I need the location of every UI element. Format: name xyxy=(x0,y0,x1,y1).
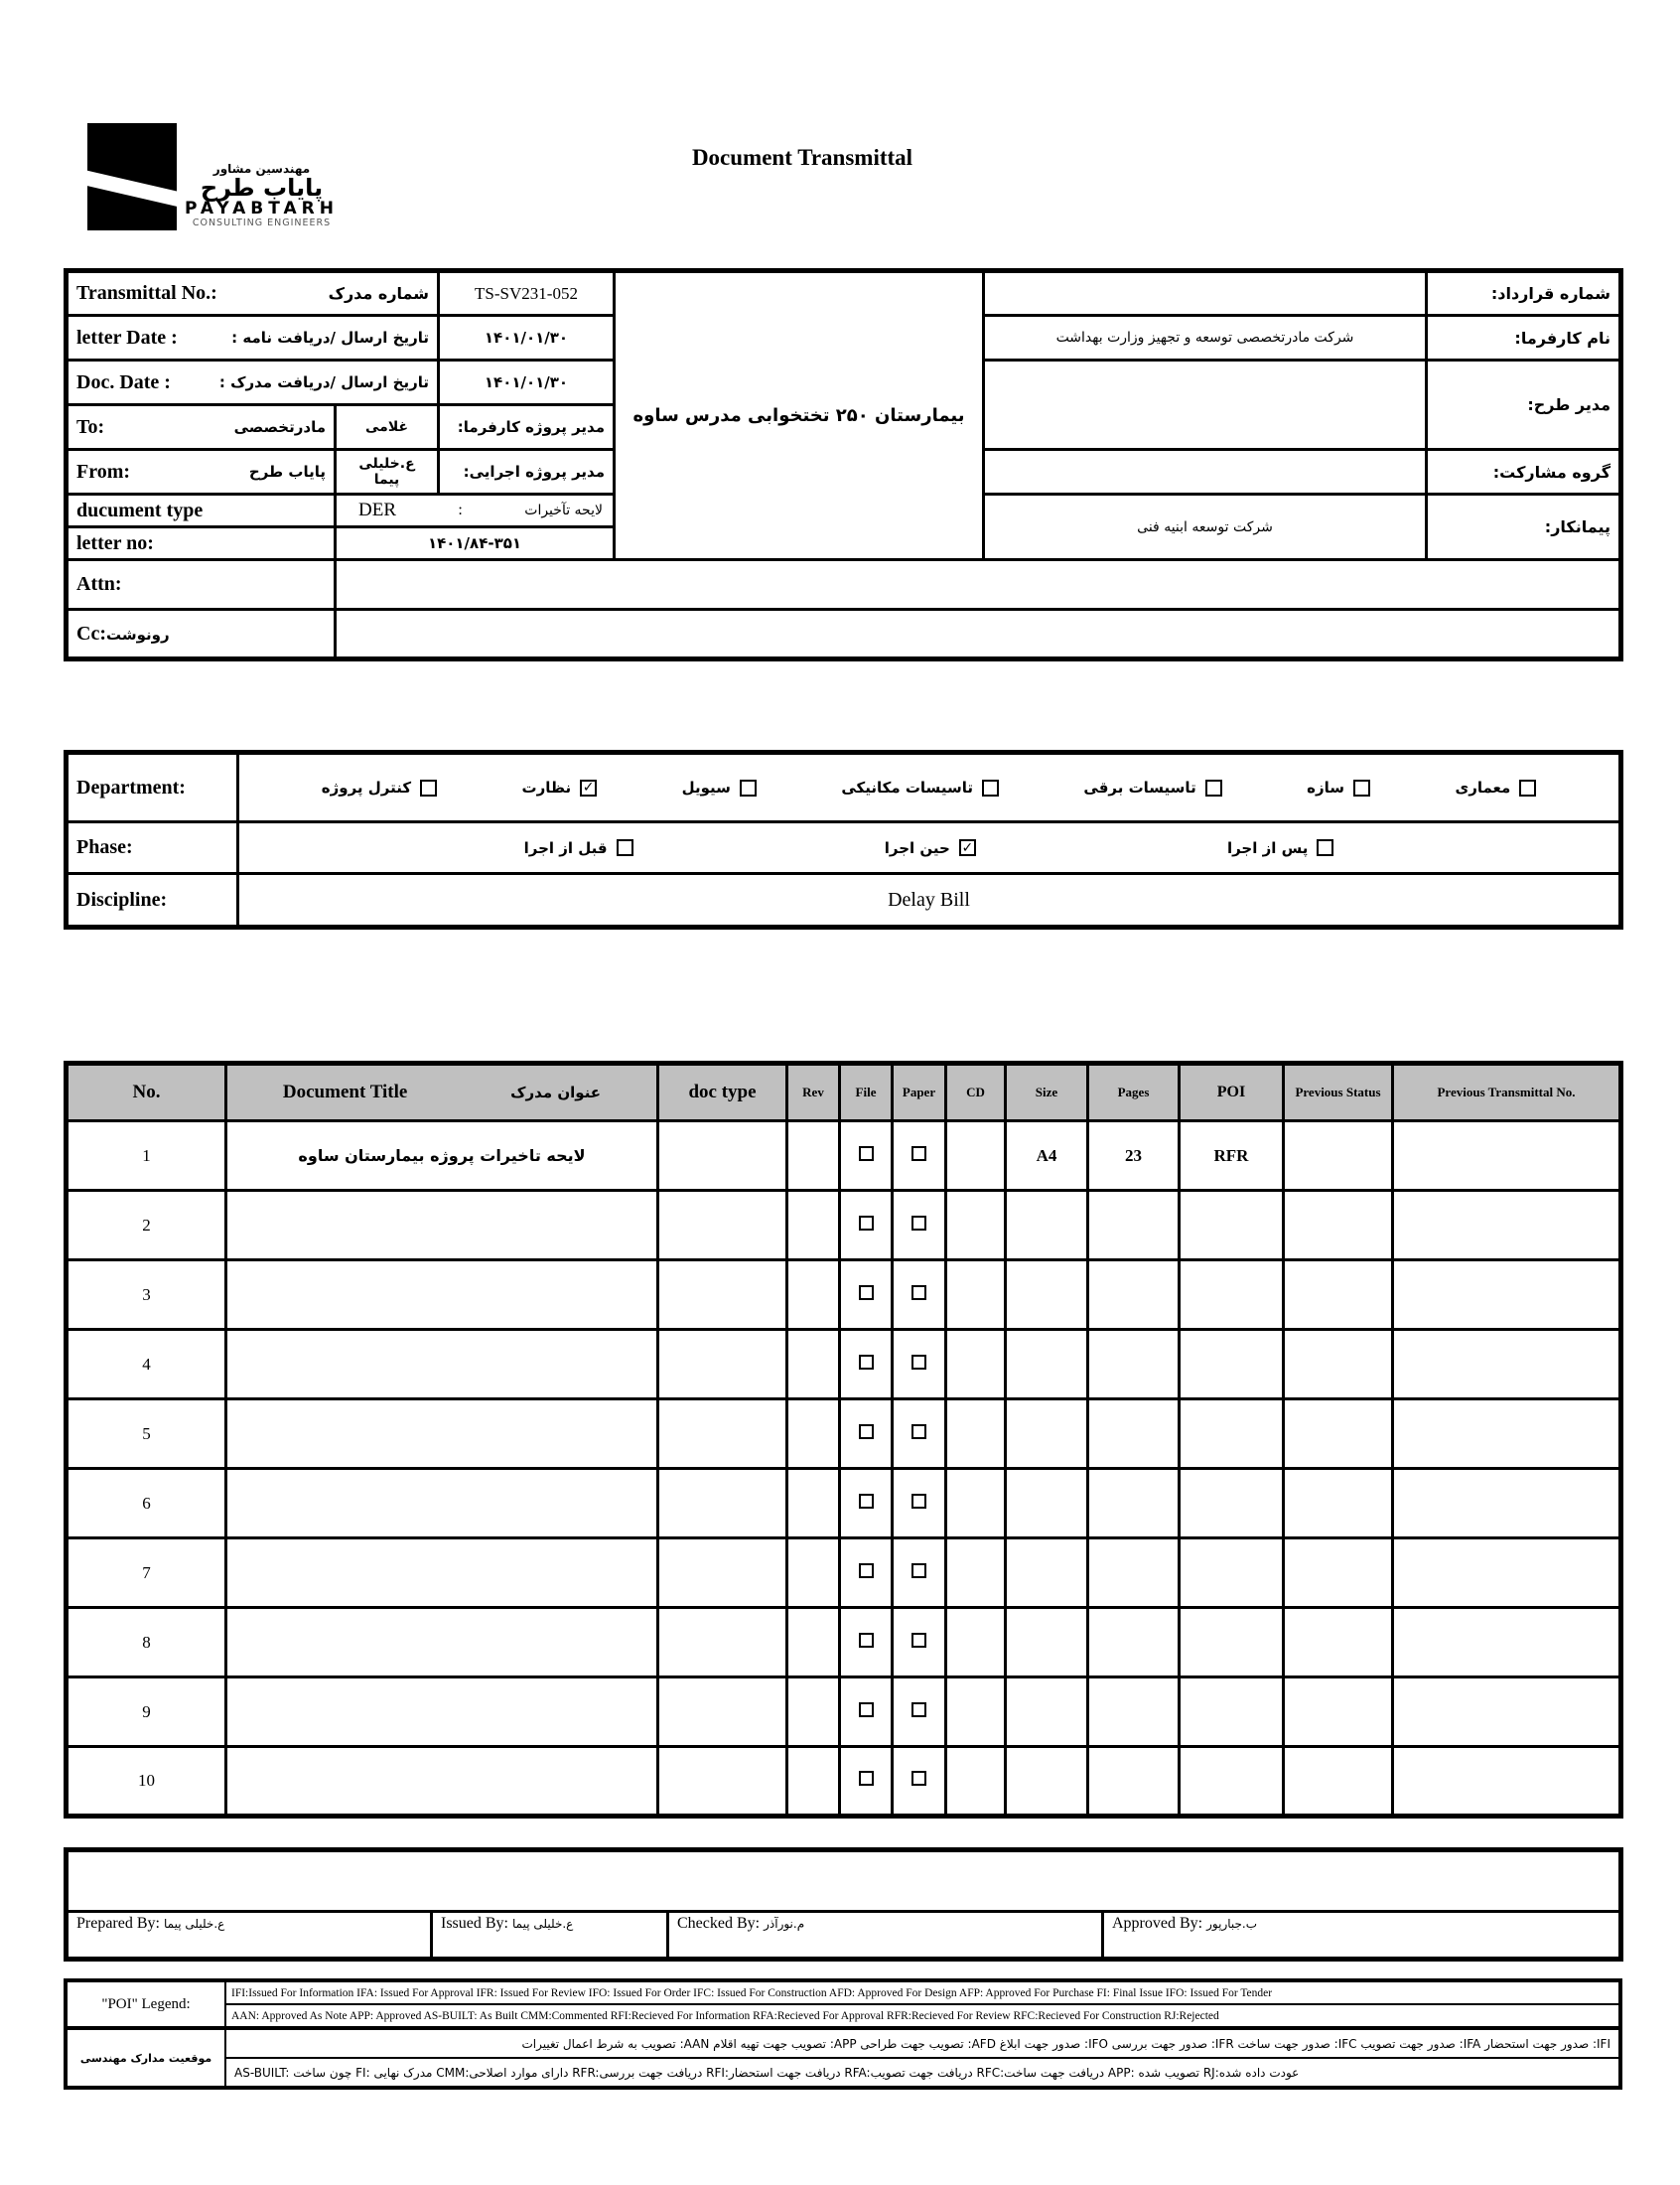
doc-cell-poi xyxy=(1180,1399,1284,1469)
doc-cell-paper xyxy=(893,1747,946,1817)
doc-cell-pages xyxy=(1088,1538,1180,1608)
doc-cell-prev-transmittal xyxy=(1393,1747,1621,1817)
col-header-prev-status: Previous Status xyxy=(1284,1064,1393,1121)
doc-cell-cd xyxy=(946,1747,1006,1817)
doc-cell-doc-type xyxy=(658,1469,787,1538)
checkbox-option xyxy=(322,779,437,797)
doc-cell-poi: RFR xyxy=(1180,1121,1284,1191)
to-cell xyxy=(67,405,336,450)
doc-cell-pages xyxy=(1088,1260,1180,1330)
col-header-prev-transmittal: Previous Transmittal No. xyxy=(1393,1064,1621,1121)
cc-label-en: Cc: xyxy=(76,622,106,645)
logo-fa-tagline: مهندسین مشاور xyxy=(212,162,311,177)
poi-legend-fa-line2: AS-BUILT: چون ساخت FI: مدرک نهایی CMM:دارای موارد اصلاحی RFR:دریافت جهت بررسی RFI:دریافت جهت استحضار RFA:دریافت جهت تصویب RFC:دریافت جهت ساخت APP: تصویب شده RJ:عودت داده شده xyxy=(225,2058,1620,2088)
doc-cell-file xyxy=(840,1747,893,1817)
checkbox-unchecked-icon[interactable] xyxy=(1205,780,1222,797)
logo-en-tagline: CONSULTING ENGINEERS xyxy=(192,218,332,229)
doc-cell-prev-status xyxy=(1284,1608,1393,1677)
doc-cell-paper xyxy=(893,1538,946,1608)
checkbox-unchecked-icon[interactable] xyxy=(420,780,437,797)
doc-cell-title xyxy=(226,1608,658,1677)
doc-cell-poi xyxy=(1180,1469,1284,1538)
doc-cell-file xyxy=(840,1191,893,1260)
checkbox-option-label: کنترل پروژه xyxy=(321,779,412,797)
doc-date-label-cell xyxy=(67,361,439,405)
doc-cell-file xyxy=(840,1399,893,1469)
contractor-label: پیمانکار: xyxy=(1427,495,1621,560)
checkbox-option xyxy=(1455,779,1536,797)
doc-cell-poi xyxy=(1180,1608,1284,1677)
checkbox-option xyxy=(524,839,633,857)
doc-date-label-fa: تاریخ ارسال /دریافت مدرک : xyxy=(218,373,429,391)
approved-by-cell xyxy=(1103,1912,1621,1960)
doc-cell-prev-transmittal xyxy=(1393,1538,1621,1608)
doc-cell-size xyxy=(1006,1747,1088,1817)
doc-cell-prev-transmittal xyxy=(1393,1330,1621,1399)
checkbox-unchecked-icon[interactable] xyxy=(911,1355,926,1370)
col-header-title-fa: عنوان مدرک xyxy=(510,1084,602,1101)
doc-cell-doc-type xyxy=(658,1747,787,1817)
doc-cell-pages: 23 xyxy=(1088,1121,1180,1191)
checkbox-option-label: قبل از اجرا xyxy=(523,838,608,857)
doc-cell-file xyxy=(840,1330,893,1399)
table-row xyxy=(67,1121,1621,1191)
checkbox-unchecked-icon[interactable] xyxy=(1353,780,1370,797)
issued-by-value: ع.خلیلی پیما xyxy=(512,1917,574,1931)
checkbox-option-label: پس از اجرا xyxy=(1226,838,1309,857)
doc-cell-doc-type xyxy=(658,1608,787,1677)
transmittal-no-label-en: Transmittal No.: xyxy=(76,282,217,304)
checkbox-unchecked-icon[interactable] xyxy=(911,1216,926,1231)
checkbox-unchecked-icon[interactable] xyxy=(617,839,633,856)
table-row xyxy=(67,1677,1621,1747)
table-row xyxy=(67,1747,1621,1817)
doc-cell-title xyxy=(226,1677,658,1747)
prepared-by-label: Prepared By: xyxy=(76,1915,160,1932)
doc-cell-pages xyxy=(1088,1191,1180,1260)
checkbox-unchecked-icon[interactable] xyxy=(911,1146,926,1161)
cc-label-fa: رونوشت xyxy=(105,625,170,644)
logo-en-name: PAYABTARH xyxy=(185,199,339,219)
prepared-by-cell xyxy=(67,1912,432,1960)
doc-cell-cd xyxy=(946,1191,1006,1260)
doc-cell-poi xyxy=(1180,1538,1284,1608)
logo-text xyxy=(185,163,339,230)
doc-cell-doc-type xyxy=(658,1330,787,1399)
from-label: From: xyxy=(76,460,131,483)
col-header-cd: CD xyxy=(946,1064,1006,1121)
partnership-label: گروه مشارکت: xyxy=(1427,450,1621,495)
doc-cell-size xyxy=(1006,1399,1088,1469)
doc-cell-prev-transmittal xyxy=(1393,1260,1621,1330)
doc-type-colon: : xyxy=(458,502,463,518)
discipline-label: Discipline: xyxy=(67,874,238,928)
doc-cell-doc-type xyxy=(658,1677,787,1747)
checked-by-label: Checked By: xyxy=(677,1915,761,1932)
checkbox-checked-icon[interactable]: ✓ xyxy=(580,780,597,797)
doc-cell-prev-transmittal xyxy=(1393,1677,1621,1747)
doc-cell-no: 3 xyxy=(67,1260,226,1330)
table-row xyxy=(67,1608,1621,1677)
checkbox-option-label: سازه xyxy=(1307,779,1345,797)
department-options xyxy=(239,779,1618,797)
doc-cell-poi xyxy=(1180,1260,1284,1330)
checkbox-unchecked-icon[interactable] xyxy=(859,1285,874,1300)
doc-cell-prev-status xyxy=(1284,1747,1393,1817)
col-header-title xyxy=(226,1064,658,1121)
table-row xyxy=(67,1260,1621,1330)
checkbox-option xyxy=(885,839,976,857)
col-header-rev: Rev xyxy=(787,1064,840,1121)
doc-cell-file xyxy=(840,1469,893,1538)
doc-cell-rev xyxy=(787,1538,840,1608)
checkbox-unchecked-icon[interactable] xyxy=(911,1633,926,1648)
letter-date-label-fa: تاریخ ارسال /دریافت نامه : xyxy=(231,329,429,347)
doc-cell-pages xyxy=(1088,1747,1180,1817)
doc-cell-title xyxy=(226,1747,658,1817)
doc-cell-doc-type xyxy=(658,1538,787,1608)
doc-cell-paper xyxy=(893,1608,946,1677)
doc-cell-doc-type xyxy=(658,1191,787,1260)
checkbox-unchecked-icon[interactable] xyxy=(911,1424,926,1439)
contractor-value: شرکت توسعه ابنیه فنی xyxy=(984,495,1427,560)
doc-cell-poi xyxy=(1180,1330,1284,1399)
partnership-value xyxy=(984,450,1427,495)
doc-cell-size xyxy=(1006,1330,1088,1399)
doc-cell-title xyxy=(226,1469,658,1538)
doc-cell-paper xyxy=(893,1330,946,1399)
doc-cell-pages xyxy=(1088,1469,1180,1538)
checkbox-unchecked-icon[interactable] xyxy=(859,1216,874,1231)
col-header-title-en: Document Title xyxy=(282,1082,408,1102)
checkbox-unchecked-icon[interactable] xyxy=(1519,780,1536,797)
doc-cell-prev-status xyxy=(1284,1260,1393,1330)
logo-fa-name: پایاب طرح xyxy=(200,174,324,202)
checked-by-cell xyxy=(668,1912,1103,1960)
department-cell xyxy=(238,753,1621,822)
from-cell xyxy=(67,450,336,495)
checkbox-option-label: معماری xyxy=(1455,779,1511,797)
checkbox-unchecked-icon[interactable] xyxy=(982,780,999,797)
checkbox-option xyxy=(1227,839,1333,857)
checkbox-option xyxy=(682,779,757,797)
logo-mark-icon xyxy=(87,123,177,230)
blank-strip xyxy=(67,1850,1621,1912)
checkbox-unchecked-icon[interactable] xyxy=(911,1494,926,1509)
table-row xyxy=(67,1469,1621,1538)
doc-cell-prev-status xyxy=(1284,1469,1393,1538)
doc-cell-prev-transmittal xyxy=(1393,1399,1621,1469)
contract-no-label: شماره قرارداد: xyxy=(1427,271,1621,316)
from-org: پایاب طرح xyxy=(248,463,326,481)
doc-cell-file xyxy=(840,1538,893,1608)
from-person: ع.خلیلی پیما xyxy=(336,450,439,495)
to-role: مدیر پروژه کارفرما: xyxy=(439,405,615,450)
checkbox-unchecked-icon[interactable] xyxy=(859,1146,874,1161)
doc-cell-no: 10 xyxy=(67,1747,226,1817)
checkbox-option xyxy=(1307,779,1370,797)
checkbox-unchecked-icon[interactable] xyxy=(859,1563,874,1578)
checkbox-unchecked-icon[interactable] xyxy=(859,1771,874,1786)
doc-cell-title xyxy=(226,1399,658,1469)
to-org: مادرتخصصی xyxy=(233,418,326,436)
letter-no-label: letter no: xyxy=(67,527,336,560)
poi-legend-label: "POI" Legend: xyxy=(66,1980,225,2028)
doc-cell-paper xyxy=(893,1677,946,1747)
doc-cell-prev-status xyxy=(1284,1191,1393,1260)
doc-cell-pages xyxy=(1088,1330,1180,1399)
approved-by-label: Approved By: xyxy=(1112,1915,1203,1932)
doc-table-body xyxy=(67,1121,1621,1817)
doc-cell-paper xyxy=(893,1399,946,1469)
doc-cell-pages xyxy=(1088,1399,1180,1469)
transmittal-no-label-fa: شماره مدرک xyxy=(328,284,429,303)
phase-cell xyxy=(238,822,1621,874)
checkbox-option xyxy=(841,779,999,797)
col-header-paper: Paper xyxy=(893,1064,946,1121)
doc-cell-no: 9 xyxy=(67,1677,226,1747)
checkbox-unchecked-icon[interactable] xyxy=(911,1771,926,1786)
doc-type-label: ducument type xyxy=(67,495,336,527)
cc-label-cell xyxy=(67,610,336,659)
doc-date-label-en: Doc. Date : xyxy=(76,370,171,393)
doc-cell-file xyxy=(840,1121,893,1191)
logo-stripe xyxy=(87,168,177,216)
checkbox-option-label: نظارت xyxy=(521,779,572,797)
doc-cell-rev xyxy=(787,1608,840,1677)
issued-by-cell xyxy=(432,1912,668,1960)
doc-type-code: DER xyxy=(358,500,396,520)
col-header-doc-type: doc type xyxy=(658,1064,787,1121)
col-header-poi: POI xyxy=(1180,1064,1284,1121)
classification-table xyxy=(64,750,1623,930)
checked-by-value: م.نورآذر xyxy=(764,1917,805,1931)
doc-cell-size: A4 xyxy=(1006,1121,1088,1191)
letter-date-label-cell xyxy=(67,316,439,361)
doc-cell-doc-type xyxy=(658,1121,787,1191)
col-header-file: File xyxy=(840,1064,893,1121)
doc-status-side-label: موقعیت مدارک مهندسی xyxy=(66,2028,225,2088)
doc-cell-size xyxy=(1006,1469,1088,1538)
poi-legend-en-line1: IFI:Issued For Information IFA: Issued For Approval IFR: Issued For Review IFO: Issued For Order IFC: Issued For Construction AFD: Approved For Design AFP: Approved For Purchase FI: Final Issue IFO: Issued For Tender xyxy=(225,1980,1620,2004)
doc-cell-paper xyxy=(893,1469,946,1538)
checkbox-unchecked-icon[interactable] xyxy=(911,1702,926,1717)
col-header-size: Size xyxy=(1006,1064,1088,1121)
transmittal-no-value: TS-SV231-052 xyxy=(439,271,615,316)
checkbox-unchecked-icon[interactable] xyxy=(859,1702,874,1717)
letter-date-value: ۱۴۰۱/۰۱/۳۰ xyxy=(439,316,615,361)
to-person: غلامی xyxy=(336,405,439,450)
doc-cell-rev xyxy=(787,1260,840,1330)
doc-cell-file xyxy=(840,1608,893,1677)
col-header-pages: Pages xyxy=(1088,1064,1180,1121)
checkbox-option-label: تاسیسات مکانیکی xyxy=(841,779,973,797)
doc-cell-paper xyxy=(893,1260,946,1330)
doc-cell-title: لایحه تاخیرات پروژه بیمارستان ساوه xyxy=(226,1121,658,1191)
plan-manager-value xyxy=(984,361,1427,450)
approved-by-value: ب.جبارپور xyxy=(1206,1917,1258,1931)
checkbox-unchecked-icon[interactable] xyxy=(911,1563,926,1578)
checkbox-checked-icon[interactable]: ✓ xyxy=(959,839,976,856)
doc-cell-prev-status xyxy=(1284,1399,1393,1469)
client-name-value: شرکت مادرتخصصی توسعه و تجهیز وزارت بهداشت xyxy=(984,316,1427,361)
department-label: Department: xyxy=(67,753,238,822)
from-role: مدیر پروژه اجرایی: xyxy=(439,450,615,495)
doc-cell-rev xyxy=(787,1399,840,1469)
company-logo xyxy=(87,123,339,230)
table-row xyxy=(67,1330,1621,1399)
col-header-no: No. xyxy=(67,1064,226,1121)
doc-cell-no: 8 xyxy=(67,1608,226,1677)
doc-cell-no: 2 xyxy=(67,1191,226,1260)
doc-cell-title xyxy=(226,1330,658,1399)
doc-cell-doc-type xyxy=(658,1399,787,1469)
contract-no-value xyxy=(984,271,1427,316)
attn-value xyxy=(336,560,1621,610)
doc-cell-cd xyxy=(946,1677,1006,1747)
checkbox-unchecked-icon[interactable] xyxy=(859,1355,874,1370)
phase-label: Phase: xyxy=(67,822,238,874)
plan-manager-label: مدیر طرح: xyxy=(1427,361,1621,450)
checkbox-option-label: سیویل xyxy=(681,779,731,797)
prepared-by-value: ع.خلیلی پیما xyxy=(163,1917,225,1931)
checkbox-unchecked-icon[interactable] xyxy=(859,1424,874,1439)
doc-cell-cd xyxy=(946,1608,1006,1677)
doc-cell-no: 7 xyxy=(67,1538,226,1608)
doc-type-value-cell xyxy=(336,495,615,527)
doc-cell-prev-status xyxy=(1284,1330,1393,1399)
doc-date-value: ۱۴۰۱/۰۱/۳۰ xyxy=(439,361,615,405)
doc-cell-size xyxy=(1006,1538,1088,1608)
checkbox-option-label: حین اجرا xyxy=(884,838,950,857)
doc-cell-paper xyxy=(893,1121,946,1191)
doc-cell-poi xyxy=(1180,1677,1284,1747)
poi-legend-en-line2: AAN: Approved As Note APP: Approved AS-BUILT: As Built CMM:Commented RFI:Recieved For Information RFA:Recieved For Approval RFR:Recieved For Review RFC:Recieved For Construction RJ:Rejected xyxy=(225,2004,1620,2028)
cc-value xyxy=(336,610,1621,659)
checkbox-unchecked-icon[interactable] xyxy=(859,1494,874,1509)
doc-cell-cd xyxy=(946,1399,1006,1469)
doc-cell-title xyxy=(226,1191,658,1260)
checkbox-option-label: تاسیسات برقی xyxy=(1083,779,1196,797)
transmittal-no-label-cell xyxy=(67,271,439,316)
page-title: Document Transmittal xyxy=(691,145,913,170)
doc-cell-prev-status xyxy=(1284,1121,1393,1191)
checkbox-unchecked-icon[interactable] xyxy=(740,780,757,797)
checkbox-unchecked-icon[interactable] xyxy=(911,1285,926,1300)
doc-cell-rev xyxy=(787,1121,840,1191)
checkbox-option xyxy=(1083,779,1221,797)
doc-cell-rev xyxy=(787,1747,840,1817)
attn-label: Attn: xyxy=(67,560,336,610)
issued-by-label: Issued By: xyxy=(441,1915,508,1932)
checkbox-unchecked-icon[interactable] xyxy=(1317,839,1333,856)
phase-options xyxy=(239,839,1618,857)
client-name-label: نام کارفرما: xyxy=(1427,316,1621,361)
doc-cell-size xyxy=(1006,1677,1088,1747)
doc-cell-no: 6 xyxy=(67,1469,226,1538)
doc-cell-poi xyxy=(1180,1191,1284,1260)
doc-cell-paper xyxy=(893,1191,946,1260)
doc-cell-prev-status xyxy=(1284,1538,1393,1608)
checkbox-unchecked-icon[interactable] xyxy=(859,1633,874,1648)
doc-cell-rev xyxy=(787,1330,840,1399)
table-row xyxy=(67,1191,1621,1260)
doc-cell-size xyxy=(1006,1191,1088,1260)
doc-cell-rev xyxy=(787,1677,840,1747)
doc-cell-doc-type xyxy=(658,1260,787,1330)
project-name-cell: بیمارستان ۲۵۰ تختخوابی مدرس ساوه xyxy=(615,271,984,560)
to-label: To: xyxy=(76,415,105,438)
doc-cell-no: 1 xyxy=(67,1121,226,1191)
doc-cell-title xyxy=(226,1538,658,1608)
poi-legend-fa-line1: IFI: صدور جهت استحضار IFA: صدور جهت تصویب IFC: صدور جهت ساخت IFR: صدور جهت بررسی IFO: صدور جهت ابلاغ AFD: تصویب جهت طراحی APP: تصویب جهت تهیه اقلام AAN: تصویب به شرط اعمال تغییرات xyxy=(225,2028,1620,2058)
doc-cell-cd xyxy=(946,1121,1006,1191)
doc-cell-poi xyxy=(1180,1747,1284,1817)
doc-cell-no: 5 xyxy=(67,1399,226,1469)
signature-table xyxy=(64,1847,1623,1962)
table-row xyxy=(67,1538,1621,1608)
doc-cell-no: 4 xyxy=(67,1330,226,1399)
discipline-value: Delay Bill xyxy=(238,874,1621,928)
doc-type-fa: لایحه تآخیرات xyxy=(524,503,603,518)
doc-cell-cd xyxy=(946,1469,1006,1538)
doc-cell-file xyxy=(840,1260,893,1330)
doc-cell-cd xyxy=(946,1330,1006,1399)
document-list-table xyxy=(64,1061,1623,1819)
letter-date-label-en: letter Date : xyxy=(76,326,178,349)
doc-cell-prev-transmittal xyxy=(1393,1191,1621,1260)
doc-cell-prev-transmittal xyxy=(1393,1121,1621,1191)
transmittal-info-table xyxy=(64,268,1623,661)
doc-cell-cd xyxy=(946,1260,1006,1330)
doc-cell-rev xyxy=(787,1191,840,1260)
doc-cell-size xyxy=(1006,1260,1088,1330)
doc-cell-cd xyxy=(946,1538,1006,1608)
doc-cell-rev xyxy=(787,1469,840,1538)
doc-cell-file xyxy=(840,1677,893,1747)
letter-no-value: ۱۴۰۱/۸۴-۳۵۱ xyxy=(336,527,615,560)
doc-cell-pages xyxy=(1088,1608,1180,1677)
checkbox-option xyxy=(522,779,598,797)
poi-legend-table xyxy=(64,1978,1622,2090)
doc-cell-prev-transmittal xyxy=(1393,1608,1621,1677)
doc-cell-prev-status xyxy=(1284,1677,1393,1747)
doc-cell-pages xyxy=(1088,1677,1180,1747)
table-row xyxy=(67,1399,1621,1469)
doc-cell-size xyxy=(1006,1608,1088,1677)
doc-cell-title xyxy=(226,1260,658,1330)
doc-cell-prev-transmittal xyxy=(1393,1469,1621,1538)
